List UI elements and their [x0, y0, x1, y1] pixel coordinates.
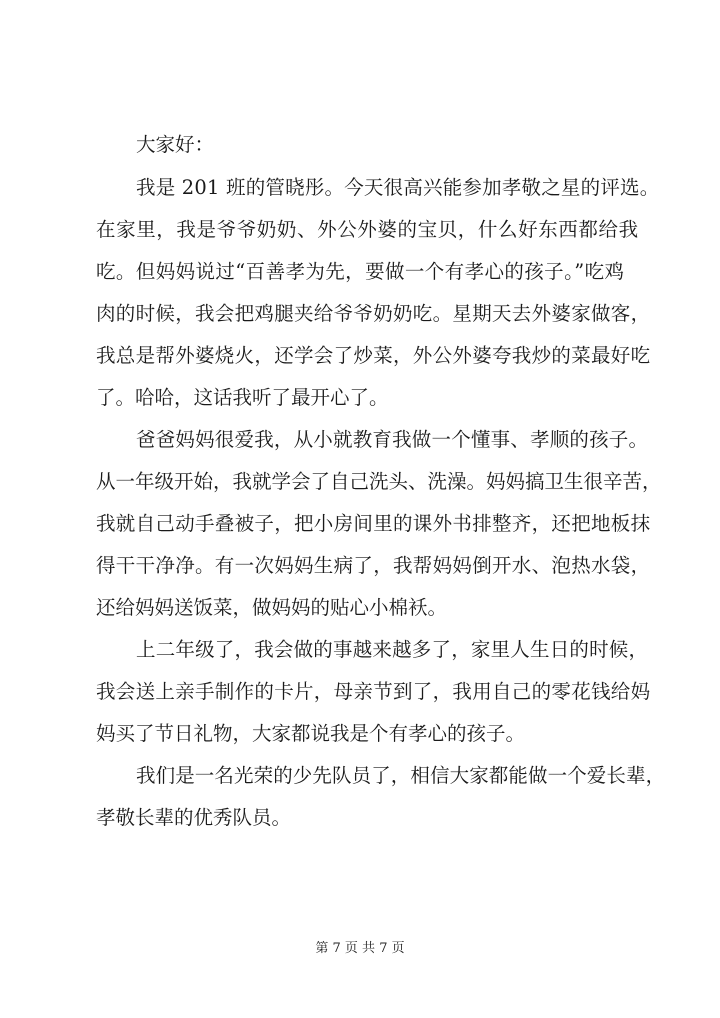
paragraph-line: 在家里，我是爷爷奶奶、外公外婆的宝贝，什么好东西都给我	[96, 218, 639, 241]
paragraph-line: 得干干净净。有一次妈妈生病了，我帮妈妈倒开水、泡热水袋，	[96, 554, 651, 577]
paragraph-line: 爸爸妈妈很爱我，从小就教育我做一个懂事、孝顺的孩子。	[136, 428, 649, 451]
paragraph-line: 我是 201 班的管晓彤。今天很高兴能参加孝敬之星的评选。	[136, 176, 660, 199]
paragraph-line: 从一年级开始，我就学会了自己洗头、洗澡。妈妈搞卫生很辛苦，	[96, 470, 662, 493]
page-number-footer: 第 7 页 共 7 页	[315, 941, 405, 956]
paragraph-line: 孝敬长辈的优秀队员。	[96, 806, 292, 829]
paragraph-line: 我就自己动手叠被子，把小房间里的课外书排整齐，还把地板抹	[96, 512, 651, 535]
paragraph-line: 我们是一名光荣的少先队员了，相信大家都能做一个爱长辈，	[136, 764, 666, 787]
greeting-line: 大家好：	[136, 133, 215, 156]
paragraph-line: 我总是帮外婆烧火，还学会了炒菜，外公外婆夸我炒的菜最好吃	[96, 344, 651, 367]
paragraph-line: 我会送上亲手制作的卡片，母亲节到了，我用自己的零花钱给妈	[96, 680, 651, 703]
paragraph-line: 了。哈哈，这话我听了最开心了。	[96, 386, 389, 409]
paragraph-line: 吃。但妈妈说过“百善孝为先，要做一个有孝心的孩子。”吃鸡	[96, 260, 625, 283]
paragraph-line: 肉的时候，我会把鸡腿夹给爷爷奶奶吃。星期天去外婆家做客，	[96, 302, 651, 325]
paragraph-line: 妈买了节日礼物，大家都说我是个有孝心的孩子。	[96, 722, 526, 745]
paragraph-line: 还给妈妈送饭菜，做妈妈的贴心小棉袄。	[96, 596, 448, 619]
paragraph-line: 上二年级了，我会做的事越来越多了，家里人生日的时候，	[136, 638, 649, 661]
